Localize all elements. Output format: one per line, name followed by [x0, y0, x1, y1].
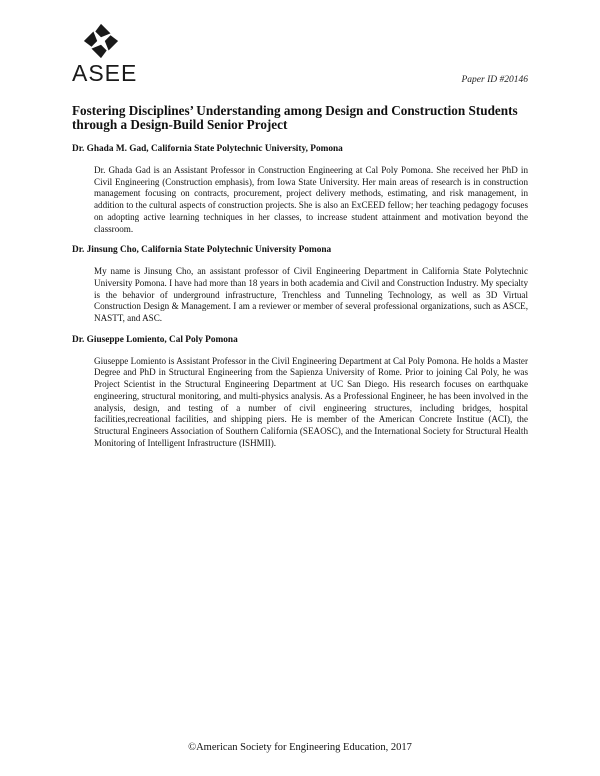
author-name-2: Dr. Jinsung Cho, California State Polytechnic University Pomona — [72, 245, 332, 256]
paper-title: Fostering Disciplines’ Understanding among Design and Construction Students through a Design-Build Senior Project — [72, 103, 518, 132]
asee-pinwheel-icon — [82, 22, 120, 60]
author-bio-3: Giuseppe Lomiento is Assistant Professor in the Civil Engineering Department at Cal Poly Pomona. He holds a Master Degree and PhD in Structural Engineering from the Sapienza University of Rome. Prior to joining Cal Poly, he was Project Scientist in the Structural Engineering Department at UC San Diego. His research focuses on earthquake engineering, structural monitoring, and multi-physics analysis. As a Professional Engineer, he has been involved in the analysis, design, and testing of a number of civil engineering structures, including bridges, hospital facilities,recreational facilities, and shipping piers. He is member of the American Concrete Institue (ACI), the Structural Engineers Association of Southern California (SEAOSC), and the International Society for Structural Health Monitoring of Intelligent Infrastructure (ISHMII). — [94, 355, 528, 448]
copyright-footer: ©American Society for Engineering Education, 2017 — [188, 742, 412, 753]
author-bio-2: My name is Jinsung Cho, an assistant professor of Civil Engineering Department in California State Polytechnic University Pomona. I have had more than 18 years in both academia and Civil and Construction Industry. My specialty is the behavior of underground infrastructure, Trenchless and Tunneling Technology, as well as 3D Virtual Construction Design & Management. I am a reviewer or member of several professional organizations, such as ASCE, NASTT, and ASC. — [94, 266, 528, 324]
author-bio-1: Dr. Ghada Gad is an Assistant Professor in Construction Engineering at Cal Poly Pomona. She received her PhD in Civil Engineering (Construction emphasis), from Iowa State University. Her main areas of research is in construction management focusing on contracts, procurement, project delivery methods, estimating, and risk management, in addition to the cultural aspects of construction projects. She is also an ExCEED fellow; her teaching pedagogy focuses on adopting active learning techniques in her classes, to increase student attainment and motivation beyond the classroom. — [94, 165, 528, 234]
asee-logo — [72, 22, 138, 88]
logo-wordmark: ASEE — [72, 60, 138, 86]
author-name-3: Dr. Giuseppe Lomiento, Cal Poly Pomona — [72, 334, 238, 345]
author-name-1: Dr. Ghada M. Gad, California State Polytechnic University, Pomona — [72, 144, 343, 154]
paper-id: Paper ID #20146 — [461, 75, 528, 85]
paper-body — [72, 104, 528, 459]
